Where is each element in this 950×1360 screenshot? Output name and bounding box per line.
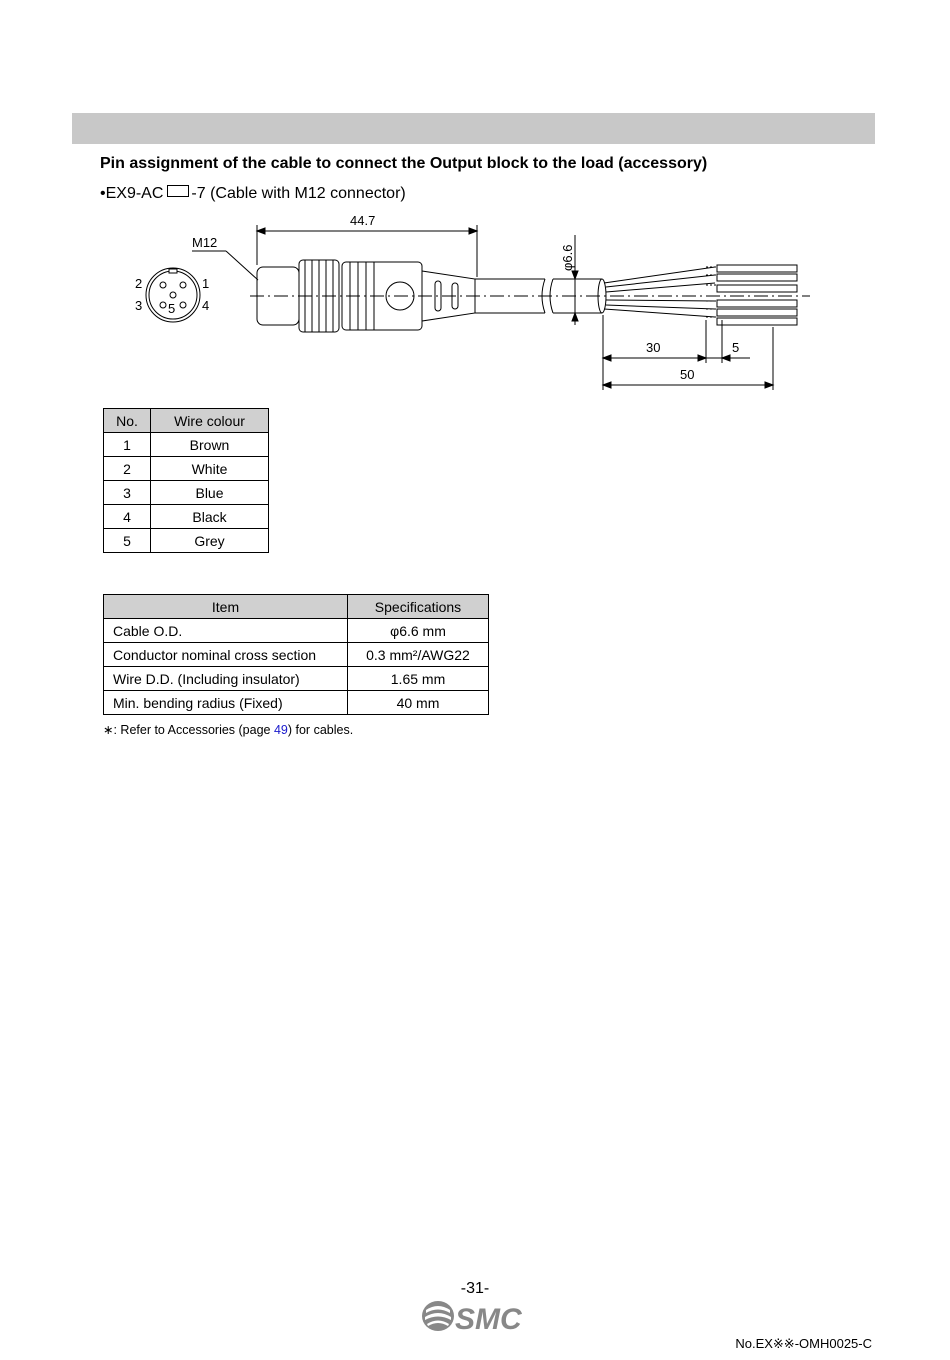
model-line (100, 185, 406, 203)
pin-number: 1 (104, 433, 151, 457)
spec-value: 1.65 mm (348, 667, 489, 691)
table-header-row (104, 595, 489, 619)
dim-strip-length: 30 (646, 340, 661, 355)
col-header-no: No. (104, 409, 151, 433)
footnote (103, 722, 353, 737)
table-row (104, 505, 269, 529)
wire-colour: Black (151, 505, 269, 529)
pin-number: 2 (104, 457, 151, 481)
pin-label-2: 2 (135, 276, 143, 291)
spec-item: Wire D.D. (Including insulator) (104, 667, 348, 691)
table-row (104, 481, 269, 505)
page-link[interactable]: 49 (273, 723, 288, 737)
spec-value: 40 mm (348, 691, 489, 715)
dim-lead-length: 50 (680, 367, 695, 382)
spec-value: φ6.6 mm (348, 619, 489, 643)
pin-number: 4 (104, 505, 151, 529)
spec-value: 0.3 mm²/AWG22 (348, 643, 489, 667)
table-row (104, 457, 269, 481)
spec-item: Conductor nominal cross section (104, 643, 348, 667)
spec-item: Cable O.D. (104, 619, 348, 643)
model-prefix: •EX9-AC (100, 185, 164, 202)
section-header-band (72, 113, 875, 144)
table-row (104, 691, 489, 715)
connector-face (135, 268, 209, 322)
table-row (104, 529, 269, 553)
dim-overall-length: 44.7 (350, 213, 376, 228)
col-header-wire-colour: Wire colour (151, 409, 269, 433)
footnote-text: ∗: Refer to Accessories (page (103, 723, 274, 737)
col-header-item: Item (104, 595, 348, 619)
document-number: No.EX※※-OMH0025-C (735, 1336, 872, 1351)
wire-colour-table (103, 408, 269, 553)
wire-colour: Blue (151, 481, 269, 505)
section-heading: Pin assignment of the cable to connect the Output block to the load (accessory) (100, 155, 708, 172)
footnote-text-end: ) for cables. (287, 723, 354, 737)
model-suffix: -7 (Cable with M12 connector) (191, 185, 406, 202)
wire-colour: Brown (151, 433, 269, 457)
col-header-specifications: Specifications (348, 595, 489, 619)
page-number: -31- (460, 1280, 490, 1297)
specifications-table (103, 594, 489, 715)
pin-label-4: 4 (202, 298, 210, 313)
spec-item: Min. bending radius (Fixed) (104, 691, 348, 715)
pin-label-3: 3 (135, 298, 143, 313)
table-row (104, 667, 489, 691)
pin-label-1: 1 (202, 276, 210, 291)
cable-drawing (120, 205, 820, 395)
table-row (104, 619, 489, 643)
table-header-row (104, 409, 269, 433)
dim-diameter: φ6.6 (560, 244, 575, 271)
thread-label: M12 (192, 235, 218, 250)
logo-swirl-icon (422, 1301, 454, 1331)
wire-leads (604, 265, 797, 325)
table-row (104, 433, 269, 457)
smc-logo (420, 1298, 530, 1334)
wire-colour: White (151, 457, 269, 481)
logo-wordmark: SMC (455, 1303, 522, 1334)
dim-tip-length: 5 (732, 340, 740, 355)
wire-colour: Grey (151, 529, 269, 553)
pin-number: 5 (104, 529, 151, 553)
pin-label-5: 5 (168, 301, 176, 316)
model-code-box (167, 185, 189, 197)
table-row (104, 643, 489, 667)
pin-number: 3 (104, 481, 151, 505)
